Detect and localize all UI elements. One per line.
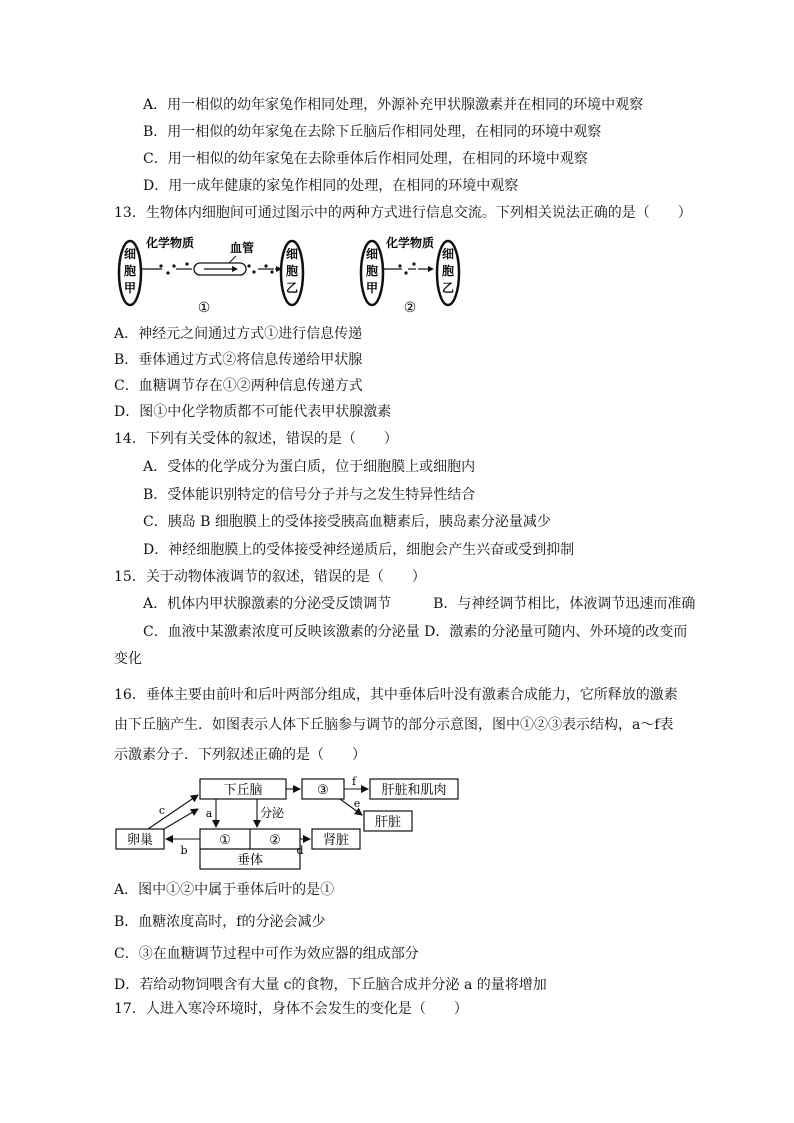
- q16-option-c: C．③在血糖调节过程中可作为效应器的组成部分: [114, 946, 419, 962]
- q17-stem: 17．人进入寒冷环境时，身体不会发生的变化是（ ）: [114, 1001, 468, 1017]
- chemical-label: 化学物质: [146, 236, 195, 250]
- q13-method-1: [119, 235, 303, 316]
- cell-a2-char-2: 胞: [365, 264, 379, 278]
- q16-stem-line-2: 由下丘脑产生．如图表示人体下丘脑参与调节的部分示意图，图中①②③表示结构，a～f表: [114, 717, 674, 733]
- secrete-label: 分泌: [260, 806, 285, 820]
- q13-stem: 13．生物体内细胞间可通过图示中的两种方式进行信息交流。下列相关说法正确的是（ ）: [114, 205, 692, 221]
- cell-a-char-1: 细: [123, 247, 137, 261]
- q12-option-c: C．用一相似的幼年家兔在去除垂体后作相同处理，在相同的环境中观察: [143, 151, 588, 167]
- cell-b2-char-3: 乙: [441, 281, 455, 295]
- figure-label-2: ②: [403, 300, 417, 316]
- label-c: c: [158, 804, 166, 817]
- q14-stem: 14．下列有关受体的叙述，错误的是（ ）: [114, 431, 398, 447]
- label-b: b: [180, 844, 188, 857]
- q16-option-b: B．血糖浓度高时，f的分泌会减少: [114, 914, 326, 930]
- q14-option-d: D．神经细胞膜上的受体接受神经递质后，细胞会产生兴奋或受到抑制: [143, 542, 575, 558]
- chemical-label-2: 化学物质: [386, 236, 435, 250]
- q12-option-b: B．用一相似的幼年家兔在去除下丘脑后作相同处理，在相同的环境中观察: [143, 124, 602, 140]
- label-d: d: [296, 844, 304, 857]
- vessel-label: 血管: [230, 241, 255, 255]
- cell-b2-char-2: 胞: [441, 264, 455, 278]
- q13-option-a: A．神经元之间通过方式①进行信息传递: [114, 326, 363, 342]
- structure-3-label: ③: [317, 783, 329, 798]
- cell-b2-char-1: 细: [441, 247, 455, 261]
- hypothalamus-label: 下丘脑: [223, 783, 263, 798]
- q15-options-cd: C．血液中某激素浓度可反映该激素的分泌量 D．激素的分泌量可随内、外环境的改变而: [143, 624, 688, 640]
- q16-stem-line-1: 16．垂体主要由前叶和后叶两部分组成，其中垂体后叶没有激素合成能力，它所释放的激素: [114, 687, 678, 703]
- q16-stem-line-3: 示激素分子．下列叙述正确的是（ ）: [114, 747, 366, 763]
- label-a: a: [205, 807, 213, 820]
- structure-2-label: ②: [269, 833, 281, 848]
- cell-a-char-3: 甲: [123, 281, 137, 295]
- ovary-label: 卵巢: [126, 833, 154, 848]
- q13-method-2: [361, 235, 459, 316]
- q16-figure: [112, 773, 472, 873]
- label-f: f: [351, 775, 357, 788]
- q12-option-d: D．用一成年健康的家兔作相同的处理，在相同的环境中观察: [143, 178, 519, 194]
- q16-option-d: D．若给动物饲喂含有大量 c的食物，下丘脑合成并分泌 a 的量将增加: [114, 977, 547, 993]
- q13-option-c: C．血糖调节存在①②两种信息传递方式: [114, 378, 363, 394]
- structure-1-label: ①: [219, 833, 231, 848]
- q14-option-c: C．胰岛 B 细胞膜上的受体接受胰高血糖素后，胰岛素分泌量减少: [143, 514, 551, 530]
- label-e: e: [353, 797, 361, 810]
- q15-options-ab: A．机体内甲状腺激素的分泌受反馈调节 B．与神经调节相比，体液调节迅速而准确: [143, 596, 696, 612]
- q16-option-a: A．图中①②中属于垂体后叶的是①: [114, 882, 335, 898]
- cell-b-char-3: 乙: [285, 281, 299, 295]
- q14-option-a: A．受体的化学成分为蛋白质，位于细胞膜上或细胞内: [143, 459, 476, 475]
- kidney-label: 肾脏: [322, 833, 350, 848]
- q13-option-b: B．垂体通过方式②将信息传递给甲状腺: [114, 352, 363, 368]
- q13-option-d: D．图①中化学物质都不可能代表甲状腺激素: [114, 404, 392, 420]
- figure-label-1: ①: [197, 300, 211, 316]
- cell-a2-char-3: 甲: [365, 281, 379, 295]
- q13-figure: [112, 228, 492, 320]
- liver-muscle-label: 肝脏和肌肉: [381, 783, 447, 798]
- cell-b-char-1: 细: [285, 247, 299, 261]
- q12-option-a: A．用一相似的幼年家兔作相同处理，外源补充甲状腺激素并在相同的环境中观察: [143, 97, 644, 113]
- q15-stem: 15．关于动物体液调节的叙述，错误的是（ ）: [114, 569, 426, 585]
- cell-a-char-2: 胞: [123, 264, 137, 278]
- q14-option-b: B．受体能识别特定的信号分子并与之发生特异性结合: [143, 487, 476, 503]
- q15-option-d-cont: 变化: [114, 651, 142, 667]
- cell-b-char-2: 胞: [285, 264, 299, 278]
- pituitary-label: 垂体: [236, 853, 264, 868]
- cell-a2-char-1: 细: [365, 247, 379, 261]
- liver-label: 肝脏: [374, 815, 402, 830]
